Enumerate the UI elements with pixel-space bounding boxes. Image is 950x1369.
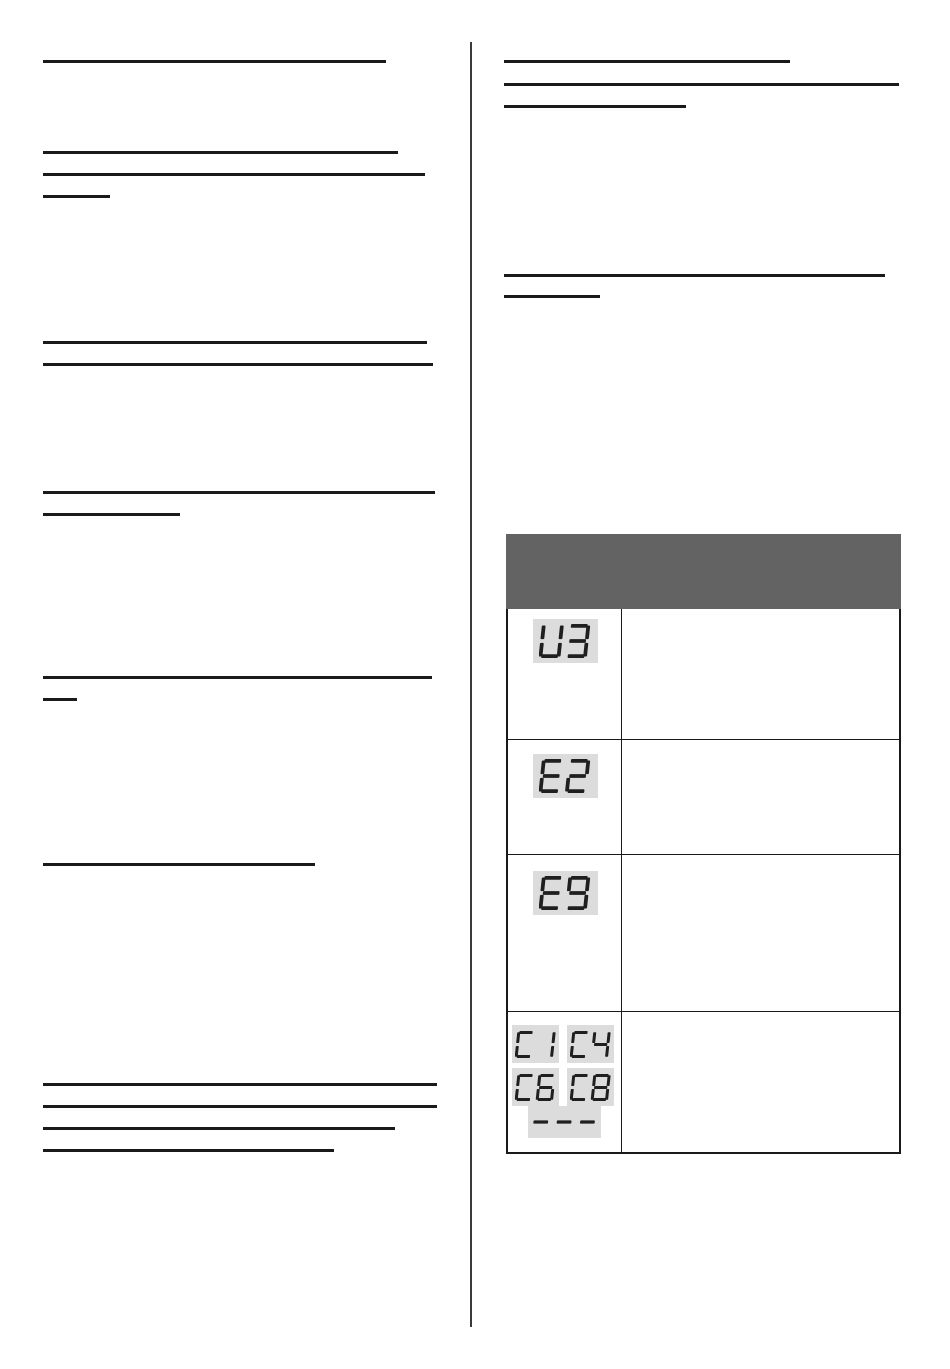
seven-segment-digits (570, 1074, 611, 1101)
error-code-display (533, 619, 598, 663)
seven-segment-digits (515, 1074, 556, 1101)
error-code-display (567, 1068, 614, 1106)
heading-underline (43, 491, 435, 494)
heading-underline (43, 1083, 437, 1086)
heading-underline (43, 341, 427, 344)
heading-underline (43, 1127, 395, 1130)
seven-segment-digits (539, 759, 591, 793)
heading-underline (504, 295, 600, 298)
table-row (508, 855, 899, 1012)
error-description-cell (622, 740, 899, 854)
error-code-cell (508, 740, 622, 854)
error-code-cell (508, 609, 622, 739)
heading-underline (504, 83, 899, 86)
heading-underline (504, 105, 686, 108)
column-divider-line (470, 42, 472, 1327)
error-description-cell (622, 609, 899, 739)
error-code-display (528, 1106, 601, 1138)
error-code-display (533, 871, 598, 915)
heading-underline (43, 363, 433, 366)
error-description-cell (622, 855, 899, 1011)
seven-segment-digits (539, 624, 591, 658)
table-body (506, 609, 901, 1154)
error-code-cell (508, 1012, 622, 1152)
error-code-display (533, 754, 598, 798)
heading-underline (43, 698, 77, 701)
heading-underline (43, 1105, 437, 1108)
heading-underline (43, 151, 398, 154)
heading-underline (43, 863, 315, 866)
heading-underline (43, 513, 180, 516)
seven-segment-digits (570, 1031, 611, 1058)
heading-underline (504, 60, 790, 63)
heading-underline (43, 676, 432, 679)
heading-underline (43, 60, 386, 63)
heading-underline (43, 195, 110, 198)
heading-underline (43, 1149, 334, 1152)
heading-underline (504, 274, 885, 277)
seven-segment-digits (530, 1107, 599, 1137)
table-row (508, 740, 899, 855)
error-description-cell (622, 1012, 899, 1152)
error-code-display (567, 1025, 614, 1063)
table-header (506, 534, 901, 609)
error-code-display (512, 1068, 559, 1106)
error-code-table (506, 534, 901, 1154)
heading-underline (43, 173, 425, 176)
seven-segment-digits (515, 1031, 556, 1058)
table-row (508, 609, 899, 740)
error-code-cell (508, 855, 622, 1011)
error-code-display (512, 1025, 559, 1063)
table-row (508, 1012, 899, 1152)
seven-segment-digits (539, 876, 591, 910)
